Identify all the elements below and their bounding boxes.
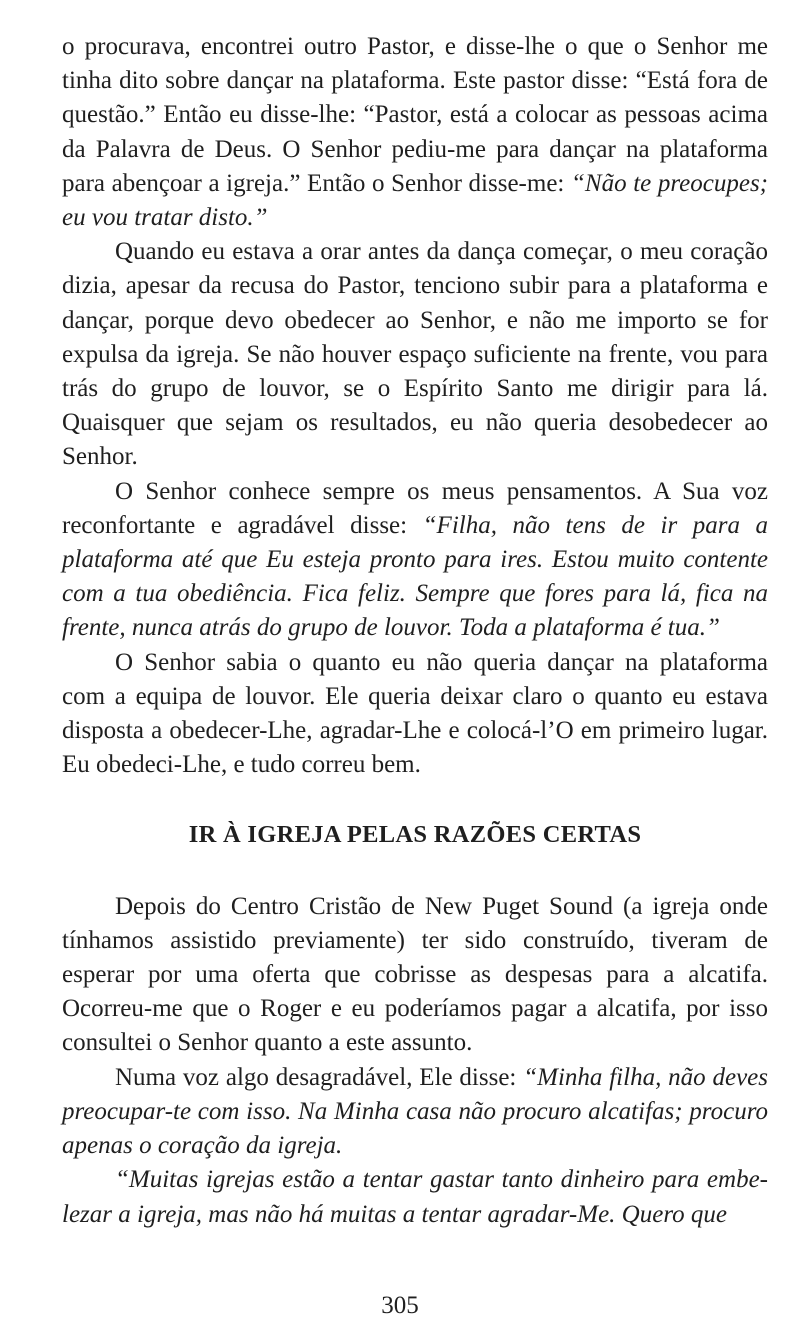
- paragraph-7: [62, 1163, 768, 1231]
- quote-italic: “Filha, não tens de ir para a plataforma até que Eu esteja pronto para ires. Estou muito contente com a tua obediência. Fica feliz. Sempre que fores para lá, fica na frente, nunca atrás do grupo de louvor. Toda a plataforma é tua.”: [62, 511, 768, 642]
- book-page: [62, 30, 768, 1232]
- paragraph-6: Numa voz algo desagradável, Ele disse: “Minha filha, não deves preocupar-te com isso. Na Minha casa não procuro alcatifas; procuro apenas o coração da igreja.: [62, 1063, 768, 1160]
- section-heading: IR À IGREJA PELAS RAZÕES CERTAS: [188, 821, 642, 849]
- paragraph-5: Depois do Centro Cristão de New Puget Sound (a igreja onde tínhamos assistido previamente) ter sido construído, tiveram de esperar por uma oferta que cobrisse as despesas para a alcatifa. Ocorreu-me que o Roger e eu poderíamos pagar a alcatifa, por isso consultei o Senhor quanto a este assunto.: [62, 892, 768, 1057]
- quote-italic: “Muitas igrejas estão a tentar gastar tanto dinheiro para embelezar a igreja, mas não há muitas a tentar agradar-Me. Quero que: [62, 1166, 768, 1228]
- page-number: 305: [381, 1292, 419, 1319]
- quote-italic: “Não te preocupes; eu vou tratar disto.”: [62, 169, 769, 232]
- quote-italic: “Minha filha, não deves preocupar-te com isso. Na Minha casa não procuro alcatifas; procuro apenas o coração da igreja.: [62, 1063, 768, 1160]
- paragraph-1: o procurava, encontrei outro Pastor, e disse-lhe o que o Senhor me tinha dito sobre dançar na plataforma. Este pastor disse: “Está fora de questão.” Então eu disse-lhe: “Pastor, está a colocar as pessoas acima da Palavra de Deus. O Senhor pediu-me para dançar na plataforma para abençoar a igreja.” Então o Senhor disse-me: “Não te preocupes; eu vou tratar disto.”: [62, 33, 769, 232]
- paragraph-4: O Senhor sabia o quanto eu não queria dançar na plataforma com a equipa de louvor. Ele queria deixar claro o quanto eu estava disposta a obedecer-Lhe, agradar-Lhe e colocá-l’O em primeiro lugar. Eu obedeci-Lhe, e tudo correu bem.: [62, 648, 768, 779]
- paragraph-2: Quando eu estava a orar antes da dança começar, o meu coração dizia, apesar da recusa do Pastor, tenciono subir para a plataforma e dançar, porque devo obedecer ao Senhor, e não me importo se for expulsa da igreja. Se não houver espaço suficiente na frente, vou para trás do grupo de louvor, se o Espírito Santo me dirigir para lá. Quaisquer que sejam os resultados, eu não queria desobedecer ao Senhor.: [62, 238, 768, 471]
- paragraph-3: O Senhor conhece sempre os meus pensamentos. A Sua voz reconfortante e agradável disse: “Filha, não tens de ir para a plataforma até que Eu esteja pronto para ires. Estou muito contente com a tua obediência. Fica feliz. Sempre que fores para lá, fica na frente, nunca atrás do grupo de louvor. Toda a plataforma é tua.”: [62, 477, 768, 642]
